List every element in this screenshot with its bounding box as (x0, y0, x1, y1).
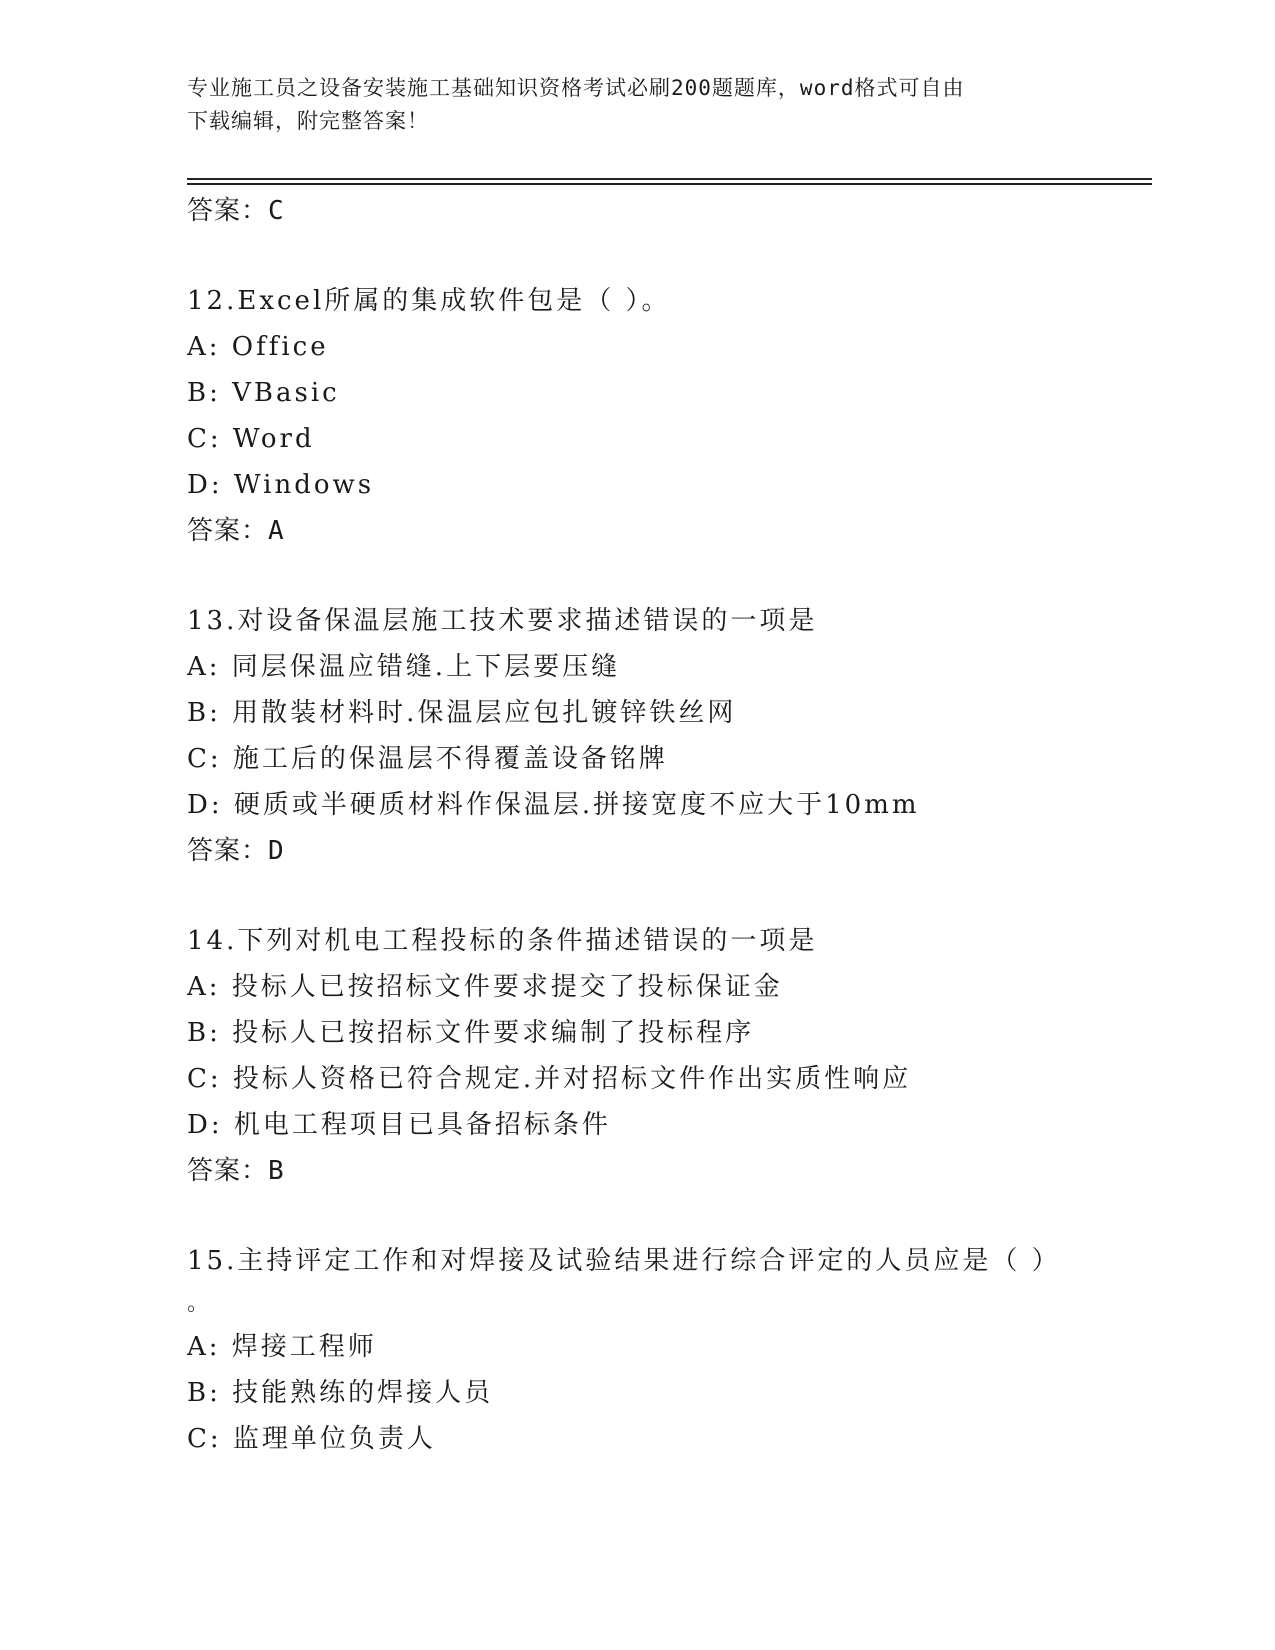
question-14-option-d: D: 机电工程项目已具备招标条件 (187, 1110, 611, 1140)
question-12 (187, 278, 1147, 554)
question-13-answer: 答案：D (187, 836, 285, 866)
question-15-option-a: A: 焊接工程师 (187, 1332, 377, 1362)
header-divider-top (187, 178, 1152, 180)
question-15-option-b: B: 技能熟练的焊接人员 (187, 1378, 494, 1408)
header-line-2: 下载编辑，附完整答案！ (187, 109, 429, 133)
spacer (187, 1194, 1147, 1238)
question-13-text: 13.对设备保温层施工技术要求描述错误的一项是 (187, 606, 818, 636)
question-13-option-a: A: 同层保温应错缝.上下层要压缝 (187, 652, 621, 682)
question-content (187, 188, 1147, 1462)
question-13-option-b: B: 用散装材料时.保温层应包扎镀锌铁丝网 (187, 698, 737, 728)
question-15 (187, 1238, 1147, 1462)
question-15-option-c: C: 监理单位负责人 (187, 1424, 436, 1454)
question-14-option-b: B: 投标人已按招标文件要求编制了投标程序 (187, 1018, 755, 1048)
question-14 (187, 918, 1147, 1194)
question-14-text: 14.下列对机电工程投标的条件描述错误的一项是 (187, 926, 818, 956)
question-12-option-d: D: Windows (187, 470, 375, 500)
answer-11: 答案：C (187, 196, 285, 226)
question-13-option-c: C: 施工后的保温层不得覆盖设备铭牌 (187, 744, 668, 774)
question-12-answer: 答案：A (187, 516, 285, 546)
question-12-option-a: A: Office (187, 332, 329, 362)
document-header (187, 72, 1067, 138)
spacer (187, 874, 1147, 918)
question-12-option-c: C: Word (187, 424, 315, 454)
question-14-option-c: C: 投标人资格已符合规定.并对招标文件作出实质性响应 (187, 1064, 912, 1094)
spacer (187, 554, 1147, 598)
header-divider-bottom (187, 183, 1152, 185)
question-13-option-d: D: 硬质或半硬质材料作保温层.拼接宽度不应大于10mm (187, 790, 920, 820)
question-15-text: 15.主持评定工作和对焊接及试验结果进行综合评定的人员应是（ ） (187, 1246, 1061, 1276)
spacer (187, 234, 1147, 278)
question-12-text: 12.Excel所属的集成软件包是（ ）。 (187, 286, 671, 316)
question-15-text-tail: 。 (187, 1291, 213, 1316)
question-12-option-b: B: VBasic (187, 378, 340, 408)
question-14-answer: 答案：B (187, 1156, 285, 1186)
question-14-option-a: A: 投标人已按招标文件要求提交了投标保证金 (187, 972, 783, 1002)
header-line-1: 专业施工员之设备安装施工基础知识资格考试必刷200题题库，word格式可自由 (187, 76, 965, 100)
question-13 (187, 598, 1147, 874)
